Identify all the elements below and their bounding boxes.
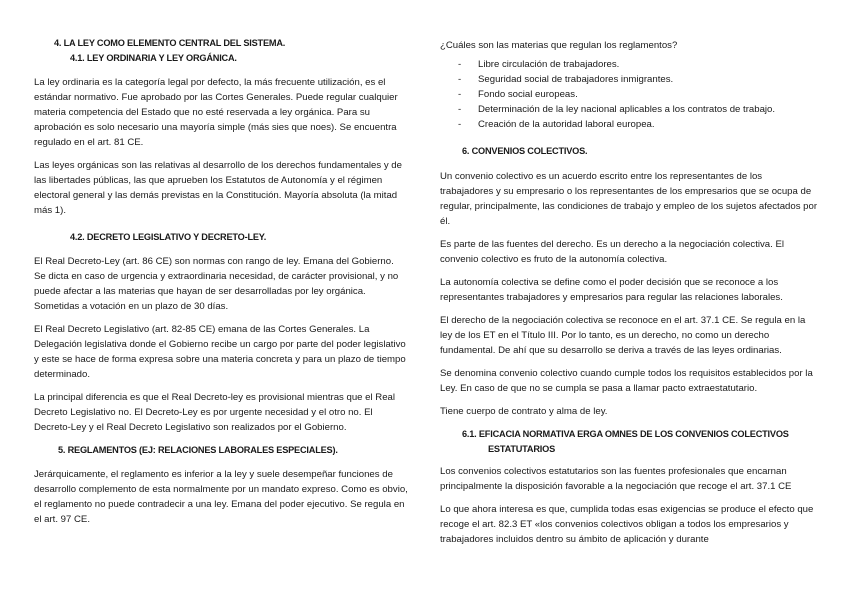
heading-section-5: 5. REGLAMENTOS (EJ: RELACIONES LABORALES ESPECIALES). [58,445,338,455]
paragraph-cuerpo-contrato: Tiene cuerpo de contrato y alma de ley. [440,406,608,417]
heading-section-4-1: 4.1. LEY ORDINARIA Y LEY ORGÁNICA. [70,53,237,63]
heading-section-6-1 [462,427,818,457]
question-materias: ¿Cuáles son las materias que regulan los reglamentos? [440,40,678,51]
right-column [440,38,818,555]
paragraph-diferencia: La principal diferencia es que el Real Decreto-ley es provisional mientras que el Real Decreto Legislativo no. El Decreto-Ley es por urgente necesidad y el otro no. El Decreto-Ley y el Real Decreto Legislativo son realizados por el Gobierno. [34,392,396,433]
paragraph-derecho-negociacion: El derecho de la negociación colectiva se reconoce en el art. 37.1 CE. Se regula en la ley de los ET en el Título III. Por lo tanto, es un derecho, no como un derecho fundamental. De ahí que su desarrollo se deriva a través de las leyes ordinarias. [440,315,806,356]
paragraph-leyes-organicas: Las leyes orgánicas son las relativas al desarrollo de los derechos fundamentales y de las libertades públicas, las que aprueben los Estatutos de Autonomía y el régimen electoral general y las demás previstas en la Constitución. Mayoría absoluta (la mitad más 1). [34,160,402,216]
paragraph-real-decreto-legislativo: El Real Decreto Legislativo (art. 82-85 CE) emana de las Cortes Generales. La Delegación legislativa donde el Gobierno recibe un cargo por parte del poder legislativo y este se hace de forma expresa sobre una materia concreta y para un plazo de tiempo determinado. [34,324,406,380]
list-item: - Libre circulación de trabajadores. [440,57,818,72]
paragraph-denominacion: Se denomina convenio colectivo cuando cumple todos los requisitos establecidos por la Ley. En caso de que no se cumpla se pasa a llamar pacto extraestatutario. [440,368,813,394]
list-item: - Fondo social europeas. [440,87,818,102]
paragraph-fuentes-derecho: Es parte de las fuentes del derecho. Es un derecho a la negociación colectiva. El convenio colectivo es fruto de la autonomía colectiva. [440,239,784,265]
heading-section-4-2: 4.2. DECRETO LEGISLATIVO Y DECRETO-LEY. [70,232,267,242]
paragraph-reglamento: Jerárquicamente, el reglamento es inferior a la ley y suele desempeñar funciones de desarrollo complemento de esta normalmente por un mandato expreso. Como es obvio, el reglamento no puede contradecir a una ley. Emana del poder ejecutivo. Se regula en el art. 97 CE. [34,469,408,525]
heading-section-6: 6. CONVENIOS COLECTIVOS. [462,146,588,156]
heading-section-6-1-line2: ESTATUTARIOS [488,444,556,454]
paragraph-autonomia-colectiva: La autonomía colectiva se define como el poder decisión que se reconoce a los representantes trabajadores y empresarios para regular las relaciones laborales. [440,277,783,303]
paragraph-convenios-estatutarios: Los convenios colectivos estatutarios son las fuentes profesionales que encarnan principalmente la disposición favorable a la negociación que recoge el art. 37.1 CE [440,466,792,492]
heading-section-4: 4. LA LEY COMO ELEMENTO CENTRAL DEL SISTEMA. [54,38,286,48]
materias-list [440,57,818,132]
paragraph-convenio-definicion: Un convenio colectivo es un acuerdo escrito entre los representantes de los trabajadores y su empresario o los representantes de los empresarios que se ocupa de regular, principalmente, las condiciones de trabajo y empleo de los sujetos afectados por él. [440,171,818,227]
paragraph-efecto-82-3: Lo que ahora interesa es que, cumplida todas esas exigencias se produce el efecto que recoge el art. 82.3 ET «los convenios colectivos obligan a todos los empresarios y trabajadores incluidos dentro su ámbito de aplicación y durante [440,504,814,545]
paragraph-real-decreto-ley: El Real Decreto-Ley (art. 86 CE) son normas con rango de ley. Emana del Gobierno. Se dicta en caso de urgencia y extraordinaria necesidad, de carácter provisional, y no puede afectar a las materias que hayan de ser desarrolladas por ley orgánica. Sometidas a votación en un plazo de 30 días. [34,256,399,312]
paragraph-ley-ordinaria: La ley ordinaria es la categoría legal por defecto, la más frecuente utilización, es el estándar normativo. Fue aprobado por las Cortes Generales. Puede regular cualquier materia competencia del Estado que no esté reservada a ley orgánica. Para su aprobación es solo necesario una mayoría simple (más sies que noes). Se encuentra regulado en el art. 81 CE. [34,77,398,148]
list-item: - Creación de la autoridad laboral europea. [440,117,818,132]
list-item: - Seguridad social de trabajadores inmigrantes. [440,72,818,87]
heading-section-6-1-line1: 6.1. EFICACIA NORMATIVA ERGA OMNES DE LOS CONVENIOS COLECTIVOS [462,429,789,439]
left-column [34,36,408,535]
list-item: - Determinación de la ley nacional aplicables a los contratos de trabajo. [440,102,818,117]
